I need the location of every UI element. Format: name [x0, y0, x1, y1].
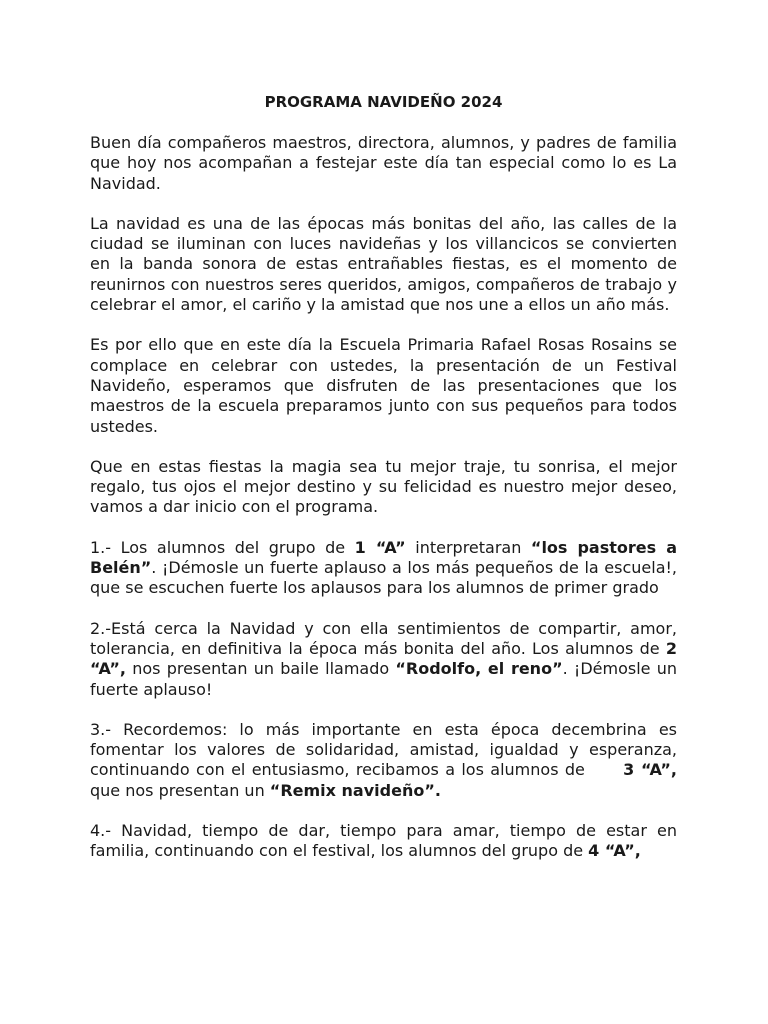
item2-text-a: 2.-Está cerca la Navidad y con ella sentimientos de compartir, amor, tolerancia, en definitiva la época más bonita del año. Los alumnos de [90, 618, 677, 658]
program-item-2 [90, 619, 677, 700]
item4-group: 4 “A”, [588, 841, 641, 861]
item2-performance: “Rodolfo, el reno” [395, 659, 563, 679]
document-title: PROGRAMA NAVIDEÑO 2024 [264, 93, 503, 111]
item4-text-a: 4.- Navidad, tiempo de dar, tiempo para amar, tiempo de estar en familia, continuando con el festival, los alumnos del grupo de [90, 821, 677, 861]
item3-performance: “Remix navideño”. [269, 780, 441, 800]
item1-text-b: interpretaran [405, 537, 531, 557]
program-item-1 [90, 538, 677, 599]
item1-performance: “los pastores a Belén” [90, 537, 677, 578]
paragraph-escuela: Es por ello que en este día la Escuela Primaria Rafael Rosas Rosains se complace en celebrar con ustedes, la presentación de un Festival Navideño, esperamos que disfruten de las presentaciones que los maestros de la escuela preparamos junto con sus pequeños para todos ustedes. [90, 335, 677, 436]
item2-group: 2 “A”, [90, 638, 677, 679]
item2-text-c: . ¡Démosle un fuerte aplauso! [90, 659, 677, 699]
item1-group: 1 “A” [354, 537, 406, 557]
item1-text-a: 1.- Los alumnos del grupo de [90, 537, 355, 557]
item2-text-b: nos presentan un baile llamado [125, 659, 396, 679]
item1-text-c: . ¡Démosle un fuerte aplauso a los más pequeños de la escuela!, que se escuchen fuerte los aplausos para los alumnos de primer grado [90, 558, 677, 598]
item3-text-b: que nos presentan un [90, 780, 270, 800]
item3-text-a: 3.- Recordemos: lo más importante en esta época decembrina es fomentar los valores de solidaridad, amistad, igualdad y esperanza, continuando con el entusiasmo, recibamos a los alumnos de [90, 719, 683, 780]
paragraph-greeting: Buen día compañeros maestros, directora, alumnos, y padres de familia que hoy nos acompañan a festejar este día tan especial como lo es La Navidad. [90, 133, 677, 193]
document-page [90, 92, 683, 882]
item3-group: 3 “A”, [623, 760, 678, 780]
program-item-3 [90, 719, 683, 801]
paragraph-fiestas: Que en estas fiestas la magia sea tu mejor traje, tu sonrisa, el mejor regalo, tus ojos el mejor destino y su felicidad es nuestro mejor deseo, vamos a dar inicio con el programa. [90, 456, 677, 517]
paragraph-navidad: La navidad es una de las épocas más bonitas del año, las calles de la ciudad se iluminan con luces navideñas y los villancicos se convierten en la banda sonora de estas entrañables fiestas, es el momento de reunirnos con nuestros seres queridos, amigos, compañeros de trabajo y celebrar el amor, el cariño y la amistad que nos une a ellos un año más. [90, 213, 677, 315]
program-item-4 [90, 821, 677, 862]
